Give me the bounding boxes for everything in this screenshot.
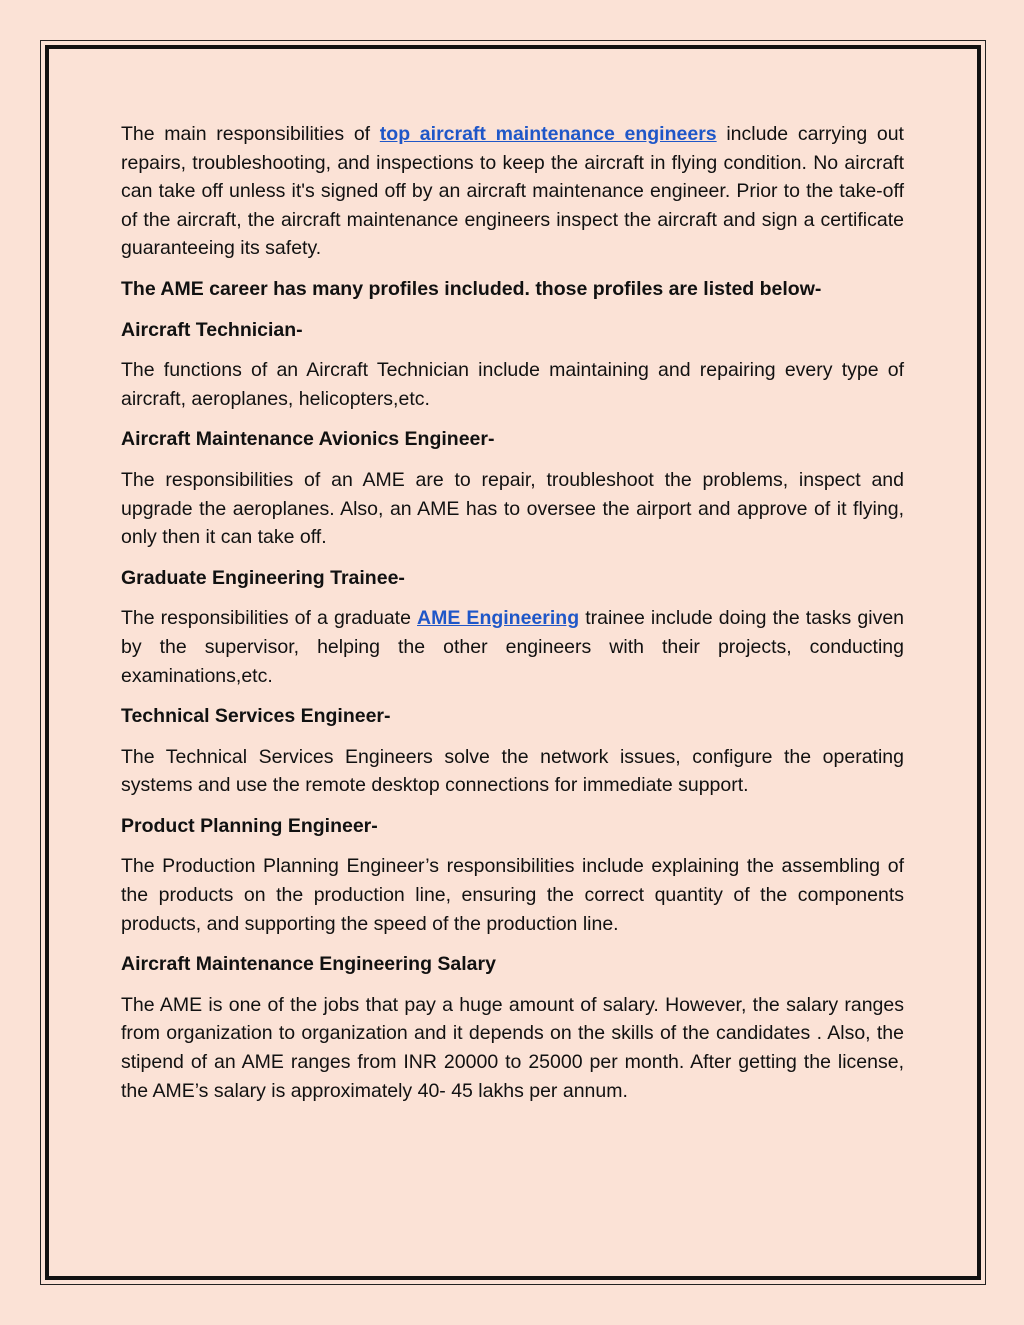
- section-body-trainee: The responsibilities of a graduate AME Engineering trainee include doing the tasks given by the supervisor, helping the other engineers with their projects, conducting examinations,etc.: [121, 607, 905, 687]
- section-body-salary: The AME is one of the jobs that pay a huge amount of salary. However, the salary ranges from organization to organization and it depends on the skills of the candidates . Also, the stipend of an AME ranges from INR 20000 to 25000 per month. After getting the license, the AME’s salary is approximately 40- 45 lakhs per annum.: [121, 993, 904, 1102]
- section-body-technician: The functions of an Aircraft Technician include maintaining and repairing every type of aircraft, aeroplanes, helicopters,etc.: [121, 359, 904, 410]
- section-heading-avionics: Aircraft Maintenance Avionics Engineer-: [121, 428, 495, 451]
- intro-paragraph: The main responsibilities of top aircraft maintenance engineers include carrying out repairs, troubleshooting, and inspections to keep the aircraft in flying condition. No aircraft can take off unless it's signed off by an aircraft maintenance engineer. Prior to the take-off of the aircraft, the aircraft maintenance engineers inspect the aircraft and sign a certificate guaranteeing its safety.: [121, 123, 904, 260]
- section-body-technical: The Technical Services Engineers solve the network issues, configure the operating systems and use the remote desktop connections for immediate support.: [121, 745, 904, 797]
- profiles-heading: The AME career has many profiles included. those profiles are listed below-: [121, 277, 822, 300]
- section-body-avionics: The responsibilities of an AME are to repair, troubleshoot the problems, inspect and upgrade the aeroplanes. Also, an AME has to oversee the airport and approve of it flying, only then it can take off.: [121, 468, 904, 549]
- ame-engineering-link[interactable]: AME Engineering: [417, 607, 580, 630]
- section-heading-trainee: Graduate Engineering Trainee-: [121, 566, 405, 589]
- top-aircraft-maintenance-engineers-link[interactable]: top aircraft maintenance engineers: [379, 123, 717, 145]
- section-heading-technician: Aircraft Technician-: [121, 318, 303, 341]
- document-body: [121, 120, 904, 1117]
- section-heading-salary: Aircraft Maintenance Engineering Salary: [121, 953, 496, 976]
- section-heading-product: Product Planning Engineer-: [121, 814, 378, 837]
- section-heading-technical: Technical Services Engineer-: [121, 705, 391, 728]
- section-body-product: The Production Planning Engineer’s responsibilities include explaining the assembling of the products on the production line, ensuring the correct quantity of the components products, and supporting the speed of the production line.: [121, 855, 904, 935]
